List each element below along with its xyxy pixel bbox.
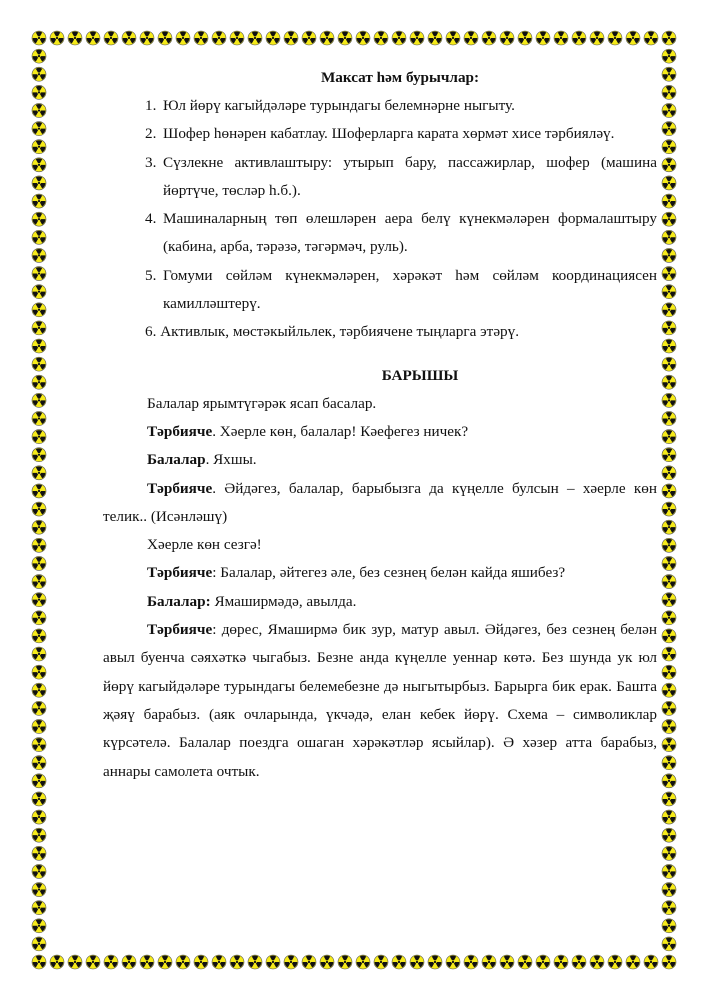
radiation-trefoil-icon: [482, 955, 496, 969]
radiation-trefoil-icon: [32, 901, 46, 915]
separator: :: [212, 564, 217, 582]
radiation-trefoil-icon: [32, 738, 46, 752]
radiation-trefoil-icon: [104, 955, 118, 969]
radiation-trefoil-icon: [662, 466, 676, 480]
radiation-trefoil-icon: [662, 647, 676, 661]
paragraph: [103, 559, 657, 587]
radiation-trefoil-icon: [86, 31, 100, 45]
radiation-trefoil-icon: [662, 393, 676, 407]
goal-number: 2.: [145, 125, 157, 143]
radiation-trefoil-icon: [662, 719, 676, 733]
radiation-trefoil-icon: [662, 828, 676, 842]
paragraph-text: Ямаширмәдә, авылда.: [210, 592, 357, 610]
radiation-trefoil-icon: [374, 955, 388, 969]
goal-item: [103, 120, 657, 148]
radiation-trefoil-icon: [32, 103, 46, 117]
radiation-trefoil-icon: [32, 593, 46, 607]
radiation-trefoil-icon: [140, 955, 154, 969]
radiation-trefoil-icon: [50, 31, 64, 45]
radiation-trefoil-icon: [644, 31, 658, 45]
paragraph: [103, 531, 657, 559]
radiation-trefoil-icon: [428, 955, 442, 969]
radiation-trefoil-icon: [662, 176, 676, 190]
goal-number: 4.: [145, 210, 157, 228]
radiation-trefoil-icon: [86, 955, 100, 969]
radiation-trefoil-icon: [32, 647, 46, 661]
radiation-trefoil-icon: [662, 738, 676, 752]
goal-text: Юл йөрү кагыйдәләре турындагы белемнәрне ныгыту.: [163, 97, 515, 114]
radiation-trefoil-icon: [338, 955, 352, 969]
radiation-trefoil-icon: [662, 484, 676, 498]
radiation-trefoil-icon: [662, 810, 676, 824]
radiation-trefoil-icon: [32, 466, 46, 480]
radiation-trefoil-icon: [32, 303, 46, 317]
radiation-trefoil-icon: [662, 230, 676, 244]
radiation-trefoil-icon: [536, 955, 550, 969]
radiation-trefoil-icon: [662, 575, 676, 589]
speaker: Тәрбияче: [147, 564, 213, 582]
radiation-trefoil-icon: [32, 756, 46, 770]
radiation-trefoil-icon: [32, 919, 46, 933]
radiation-trefoil-icon: [32, 140, 46, 154]
radiation-trefoil-icon: [392, 955, 406, 969]
goal-number: 3.: [145, 153, 157, 171]
radiation-trefoil-icon: [662, 103, 676, 117]
radiation-trefoil-icon: [662, 448, 676, 462]
radiation-trefoil-icon: [32, 502, 46, 516]
radiation-trefoil-icon: [590, 31, 604, 45]
radiation-trefoil-icon: [248, 31, 262, 45]
radiation-trefoil-icon: [266, 31, 280, 45]
radiation-trefoil-icon: [662, 901, 676, 915]
radiation-trefoil-icon: [230, 31, 244, 45]
radiation-trefoil-icon: [32, 864, 46, 878]
radiation-trefoil-icon: [32, 719, 46, 733]
radiation-trefoil-icon: [194, 955, 208, 969]
radiation-trefoil-icon: [122, 955, 136, 969]
radiation-trefoil-icon: [554, 31, 568, 45]
radiation-trefoil-icon: [32, 194, 46, 208]
radiation-trefoil-icon: [32, 520, 46, 534]
radiation-trefoil-icon: [32, 158, 46, 172]
radiation-trefoil-icon: [32, 611, 46, 625]
radiation-trefoil-icon: [500, 31, 514, 45]
speaker: Тәрбияче: [147, 422, 213, 440]
radiation-trefoil-icon: [662, 285, 676, 299]
radiation-trefoil-icon: [536, 31, 550, 45]
radiation-trefoil-icon: [32, 176, 46, 190]
speaker: Тәрбияче: [147, 479, 213, 497]
radiation-trefoil-icon: [32, 575, 46, 589]
goal-item: [103, 205, 657, 262]
radiation-trefoil-icon: [32, 230, 46, 244]
radiation-trefoil-icon: [32, 665, 46, 679]
radiation-trefoil-icon: [662, 883, 676, 897]
radiation-trefoil-icon: [572, 31, 586, 45]
radiation-trefoil-icon: [572, 955, 586, 969]
goal-number: 1.: [145, 97, 157, 114]
radiation-trefoil-icon: [662, 593, 676, 607]
radiation-trefoil-icon: [644, 955, 658, 969]
speaker: Балалар: [147, 451, 206, 469]
radiation-trefoil-icon: [662, 520, 676, 534]
radiation-trefoil-icon: [662, 846, 676, 860]
radiation-trefoil-icon: [518, 955, 532, 969]
radiation-trefoil-icon: [284, 955, 298, 969]
radiation-trefoil-icon: [662, 85, 676, 99]
radiation-trefoil-icon: [32, 828, 46, 842]
radiation-trefoil-icon: [32, 321, 46, 335]
radiation-trefoil-icon: [410, 31, 424, 45]
radiation-trefoil-icon: [662, 267, 676, 281]
paragraph-text: Әйдәгез, балалар, барыбызга да күңелле булсын – хәерле көн телик.. (Исәнләшү): [103, 479, 657, 525]
radiation-trefoil-icon: [446, 31, 460, 45]
goal-item: [103, 149, 657, 206]
paragraph: [103, 588, 657, 616]
radiation-trefoil-icon: [500, 955, 514, 969]
radiation-trefoil-icon: [212, 955, 226, 969]
paragraph-text: Балалар, әйтегез әле, без сезнең белән кайда яшибез?: [216, 564, 566, 582]
radiation-trefoil-icon: [158, 955, 172, 969]
radiation-trefoil-icon: [32, 484, 46, 498]
radiation-trefoil-icon: [32, 538, 46, 552]
goals-title: Максат һәм бурычлар:: [320, 69, 480, 86]
radiation-trefoil-icon: [662, 774, 676, 788]
speaker: Балалар:: [147, 592, 211, 610]
radiation-trefoil-icon: [662, 31, 676, 45]
goals-list: [103, 92, 657, 347]
paragraph-text: Яхшы.: [209, 451, 257, 469]
radiation-trefoil-icon: [428, 31, 442, 45]
radiation-trefoil-icon: [482, 31, 496, 45]
radiation-trefoil-icon: [662, 502, 676, 516]
radiation-trefoil-icon: [662, 792, 676, 806]
radiation-trefoil-icon: [662, 411, 676, 425]
radiation-trefoil-icon: [32, 357, 46, 371]
radiation-trefoil-icon: [32, 411, 46, 425]
radiation-trefoil-icon: [32, 122, 46, 136]
radiation-trefoil-icon: [32, 701, 46, 715]
radiation-trefoil-icon: [662, 303, 676, 317]
radiation-trefoil-icon: [662, 955, 676, 969]
radiation-trefoil-icon: [338, 31, 352, 45]
radiation-trefoil-icon: [176, 955, 190, 969]
radiation-trefoil-icon: [464, 955, 478, 969]
radiation-trefoil-icon: [32, 31, 46, 45]
radiation-trefoil-icon: [320, 31, 334, 45]
radiation-trefoil-icon: [590, 955, 604, 969]
goal-item: [103, 318, 657, 346]
radiation-trefoil-icon: [608, 31, 622, 45]
radiation-trefoil-icon: [32, 49, 46, 63]
radiation-trefoil-icon: [32, 267, 46, 281]
radiation-trefoil-icon: [662, 375, 676, 389]
paragraph: [103, 616, 657, 786]
separator: .: [212, 422, 216, 440]
radiation-trefoil-icon: [248, 955, 262, 969]
paragraph: [103, 475, 657, 532]
radiation-trefoil-icon: [284, 31, 298, 45]
separator: .: [205, 451, 210, 469]
radiation-trefoil-icon: [374, 31, 388, 45]
radiation-trefoil-icon: [32, 846, 46, 860]
radiation-trefoil-icon: [554, 955, 568, 969]
radiation-trefoil-icon: [32, 556, 46, 570]
radiation-trefoil-icon: [32, 629, 46, 643]
radiation-trefoil-icon: [662, 321, 676, 335]
radiation-trefoil-icon: [32, 792, 46, 806]
radiation-trefoil-icon: [662, 556, 676, 570]
radiation-trefoil-icon: [662, 864, 676, 878]
radiation-trefoil-icon: [32, 85, 46, 99]
section-heading: БАРЫШЫ: [381, 366, 459, 384]
radiation-trefoil-icon: [446, 955, 460, 969]
radiation-trefoil-icon: [662, 49, 676, 63]
radiation-trefoil-icon: [662, 140, 676, 154]
radiation-trefoil-icon: [32, 810, 46, 824]
speaker: Тәрбияче: [147, 621, 213, 639]
radiation-trefoil-icon: [356, 955, 370, 969]
radiation-trefoil-icon: [662, 538, 676, 552]
radiation-trefoil-icon: [158, 31, 172, 45]
radiation-trefoil-icon: [464, 31, 478, 45]
radiation-trefoil-icon: [662, 937, 676, 951]
goal-item: [103, 262, 657, 319]
goal-text: Шофер һөнәрен кабатлау. Шоферларга карата хөрмәт хисе тәрбияләү.: [163, 125, 615, 143]
radiation-trefoil-icon: [32, 683, 46, 697]
radiation-trefoil-icon: [518, 31, 532, 45]
radiation-trefoil-icon: [662, 430, 676, 444]
radiation-trefoil-icon: [194, 31, 208, 45]
goal-text: Сүзлекне активлаштыру: утырып бару, пассажирлар, шофер (машина йөртүче, төсләр һ.б.).: [163, 153, 657, 199]
radiation-trefoil-icon: [662, 339, 676, 353]
paragraph-text: Хәерле көн сезгә!: [147, 536, 262, 554]
goal-number: 5.: [145, 266, 157, 284]
radiation-trefoil-icon: [662, 919, 676, 933]
radiation-trefoil-icon: [32, 212, 46, 226]
radiation-trefoil-icon: [68, 955, 82, 969]
paragraph-text: Хәерле көн, балалар! Кәефегез ничек?: [215, 422, 469, 440]
radiation-trefoil-icon: [392, 31, 406, 45]
radiation-trefoil-icon: [662, 212, 676, 226]
radiation-trefoil-icon: [608, 955, 622, 969]
goal-text: Гомуми сөйләм күнекмәләрен, хәрәкәт һәм сөйләм координациясен камилләштерү.: [163, 266, 657, 313]
paragraph: [103, 390, 657, 418]
radiation-trefoil-icon: [32, 448, 46, 462]
goal-text: Машиналарның төп өлешләрен аера белү күнекмәләрен формалаштыру (кабина, арба, тәрәзә, тәгәрмәч, руль).: [163, 210, 657, 256]
radiation-trefoil-icon: [626, 31, 640, 45]
paragraph-text: Балалар ярымтүгәрәк ясап басалар.: [147, 394, 377, 412]
radiation-trefoil-icon: [320, 955, 334, 969]
radiation-trefoil-icon: [662, 611, 676, 625]
radiation-trefoil-icon: [356, 31, 370, 45]
radiation-trefoil-icon: [230, 955, 244, 969]
radiation-trefoil-icon: [32, 883, 46, 897]
radiation-trefoil-icon: [122, 31, 136, 45]
radiation-trefoil-icon: [32, 248, 46, 262]
radiation-trefoil-icon: [32, 955, 46, 969]
radiation-trefoil-icon: [176, 31, 190, 45]
radiation-trefoil-icon: [662, 756, 676, 770]
radiation-trefoil-icon: [68, 31, 82, 45]
radiation-trefoil-icon: [302, 955, 316, 969]
radiation-trefoil-icon: [32, 375, 46, 389]
separator: :: [212, 621, 217, 639]
radiation-trefoil-icon: [32, 430, 46, 444]
radiation-trefoil-icon: [32, 339, 46, 353]
paragraph: [103, 418, 657, 446]
radiation-trefoil-icon: [32, 774, 46, 788]
separator: .: [212, 479, 216, 497]
radiation-trefoil-icon: [410, 955, 424, 969]
goal-number: 6.: [145, 323, 157, 341]
radiation-trefoil-icon: [662, 357, 676, 371]
radiation-trefoil-icon: [662, 629, 676, 643]
radiation-trefoil-icon: [626, 955, 640, 969]
radiation-trefoil-icon: [662, 683, 676, 697]
paragraph-text: дөрес, Ямаширмә бик зур, матур авыл. Әйдәгез, без сезнең белән авыл буенча сәяхәткә чыгабыз. Безне анда күңелле уеннар көтә. Без шунда ук юл йөрү кагыйдәләре турындагы белемебезне дә ныгытырбыз. Барырга бик ерак. Башта җәяү барабыз. (аяк очларында, үкчәдә, елан кебек йөрү. Схема – символиклар күрсәтелә. Балалар поездга ошаган хәрәкәтләр ясыйлар). Ә хәзер атта барабыз, аннары самолета очтык.: [103, 621, 657, 780]
radiation-trefoil-icon: [104, 31, 118, 45]
radiation-trefoil-icon: [32, 67, 46, 81]
radiation-trefoil-icon: [662, 701, 676, 715]
radiation-trefoil-icon: [266, 955, 280, 969]
radiation-trefoil-icon: [662, 248, 676, 262]
document-body: [103, 64, 657, 786]
radiation-trefoil-icon: [662, 665, 676, 679]
radiation-trefoil-icon: [662, 158, 676, 172]
radiation-trefoil-icon: [212, 31, 226, 45]
radiation-trefoil-icon: [662, 194, 676, 208]
paragraph: [103, 446, 657, 474]
radiation-trefoil-icon: [302, 31, 316, 45]
radiation-trefoil-icon: [32, 285, 46, 299]
radiation-trefoil-icon: [32, 393, 46, 407]
goal-item: [103, 92, 657, 120]
radiation-trefoil-icon: [140, 31, 154, 45]
goal-text: Активлык, мөстәкыйльлек, тәрбиячене тыңларга этәрү.: [160, 323, 520, 341]
radiation-trefoil-icon: [662, 67, 676, 81]
radiation-trefoil-icon: [32, 937, 46, 951]
radiation-trefoil-icon: [50, 955, 64, 969]
radiation-trefoil-icon: [662, 122, 676, 136]
